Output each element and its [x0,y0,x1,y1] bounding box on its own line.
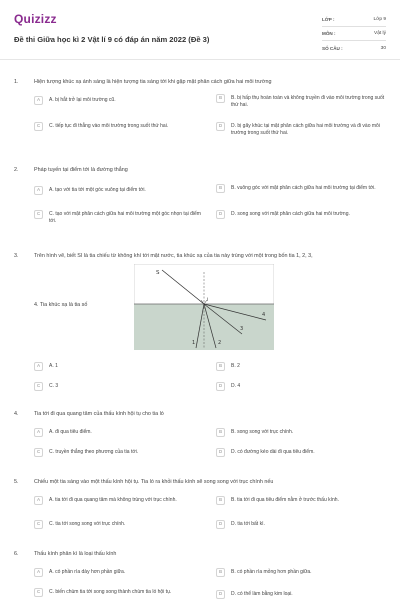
question-number: 1. [14,79,19,85]
option-b[interactable] [216,94,391,108]
option-text: A. có phần rìa dày hơn phần giữa. [49,569,126,575]
option-letter-badge: C [34,210,43,219]
option-d[interactable] [216,448,391,457]
question-text: Thấu kính phân kì là loại thấu kính [34,551,117,557]
question-text: Chiếu một tia sáng vào một thấu kính hội tụ. Tia ló ra khỏi thấu kính sẽ song song với trục chính nếu [34,479,274,485]
option-text: A. bị hắt trở lại môi trường cũ. [49,97,116,103]
option-d[interactable] [216,122,391,136]
option-text: C. tia tới song song với trục chính. [49,521,126,527]
option-text: C. truyền thẳng theo phương của tia tới. [49,449,139,455]
meta-label: MÔN : [322,31,336,36]
option-text: A. tạo với tia tới một góc vuông tại điểm tới. [49,187,146,193]
page-title: Đề thi Giữa học kì 2 Vật lí 9 có đáp án năm 2022 (Đề 3) [14,35,210,44]
option-text: A. 1 [49,363,58,369]
meta-value: 30 [380,45,386,51]
option-letter-badge: D [216,520,225,529]
option-text: C. tạo với mặt phân cách giữa hai môi trường một góc nhọn tại điểm tới. [49,211,201,224]
option-c[interactable] [34,210,204,224]
question-text: Tia tới đi qua quang tâm của thấu kính hội tụ cho tia ló [34,411,164,417]
meta-row-subject [322,27,386,41]
refraction-figure [134,264,274,350]
question-number: 5. [14,479,19,485]
option-text: D. bị gãy khúc tại mặt phân cách giữa hai môi trường và đi vào môi trường trong suốt thứ hai. [231,123,380,136]
option-text: C. tiếp tục đi thẳng vào môi trường trong suốt thứ hai. [49,123,169,129]
question-text: Trên hình vẽ, biết SI là tia chiếu từ không khí tới mặt nước, tia khúc xạ của tia này trùng với một trong bốn tia 1, 2, 3, [34,253,313,259]
label-i: I [207,298,209,303]
meta-row-class [322,13,386,27]
option-letter-badge: B [216,184,225,193]
option-d[interactable] [216,590,391,599]
option-letter-badge: C [34,588,43,597]
option-letter-badge: A [34,96,43,105]
option-text: D. có đường kéo dài đi qua tiêu điểm. [231,449,315,455]
option-text: B. song song với trục chính. [231,429,294,435]
option-text: D. 4 [231,383,241,389]
meta-label: LỚP : [322,17,335,22]
question-6 [14,550,386,600]
question-text-continued: 4. Tia khúc xạ là tia số [34,302,88,308]
option-letter-badge: B [216,496,225,505]
option-letter-badge: D [216,448,225,457]
meta-box [322,13,386,55]
option-letter-badge: C [34,448,43,457]
question-number: 6. [14,551,19,557]
question-3 [14,252,386,396]
option-letter-badge: B [216,94,225,103]
label-ray-4: 4 [262,312,266,318]
meta-label: SỐ CÂU : [322,45,343,51]
question-number: 4. [14,411,19,417]
option-a[interactable] [34,496,204,505]
option-letter-badge: B [216,428,225,437]
option-text: A. tia tới đi qua quang tâm mà không trùng với trục chính. [49,497,177,503]
option-text: B. tia tới đi qua tiêu điểm nằm ở trước thấu kính. [231,497,339,503]
option-a[interactable] [34,428,204,437]
question-5 [14,478,386,538]
option-text: C. 3 [49,383,59,389]
option-text: D. song song với mặt phân cách giữa hai môi trường. [231,211,350,217]
option-c[interactable] [34,448,204,457]
meta-row-count [322,41,386,55]
option-letter-badge: A [34,428,43,437]
label-ray-1: 1 [192,340,196,346]
label-ray-3: 3 [240,326,244,332]
option-letter-badge: C [34,520,43,529]
option-c[interactable] [34,520,204,529]
option-letter-badge: C [34,122,43,131]
option-letter-badge: A [34,568,43,577]
option-b[interactable] [216,362,391,371]
meta-value: Vật lý [374,31,386,36]
option-c[interactable] [34,382,204,391]
question-2 [14,166,386,236]
question-text: Pháp tuyến tại điểm tới là đường thẳng [34,167,128,173]
option-b[interactable] [216,496,391,505]
option-letter-badge: A [34,496,43,505]
option-c[interactable] [34,122,204,131]
option-b[interactable] [216,184,391,193]
option-b[interactable] [216,568,391,577]
option-letter-badge: B [216,362,225,371]
option-letter-badge: D [216,382,225,391]
option-d[interactable] [216,382,391,391]
option-letter-badge: B [216,568,225,577]
option-d[interactable] [216,520,391,529]
option-text: A. đi qua tiêu điểm. [49,429,92,435]
label-ray-2: 2 [218,340,222,346]
option-b[interactable] [216,428,391,437]
option-a[interactable] [34,96,204,105]
option-letter-badge: C [34,382,43,391]
option-a[interactable] [34,186,204,195]
option-d[interactable] [216,210,391,219]
option-text: B. bị hấp thụ hoàn toàn và không truyền đi vào môi trường trong suốt thứ hai. [231,95,385,108]
option-a[interactable] [34,568,204,577]
question-number: 3. [14,253,19,259]
option-letter-badge: D [216,210,225,219]
option-c[interactable] [34,588,204,597]
question-1 [14,78,386,146]
option-text: B. có phần rìa mỏng hơn phần giữa. [231,569,312,575]
option-letter-badge: A [34,186,43,195]
question-number: 2. [14,167,19,173]
option-text: D. tia tới bất kì. [231,521,265,527]
option-letter-badge: A [34,362,43,371]
refraction-diagram [134,264,274,350]
option-text: B. vuông góc với mặt phân cách giữa hai môi trường tại điểm tới. [231,185,376,191]
question-list [0,78,400,600]
option-text: D. có thể làm bằng kim loại. [231,591,293,597]
option-letter-badge: D [216,590,225,599]
option-a[interactable] [34,362,204,371]
option-text: C. biến chùm tia tới song song thành chùm tia ló hội tụ. [49,589,172,595]
label-s: S [156,270,160,276]
option-text: B. 2 [231,363,240,369]
option-letter-badge: D [216,122,225,131]
worksheet-header [0,0,400,60]
quizizz-logo: Quizizz [14,12,57,26]
question-text: Hiện tượng khúc xạ ánh sáng là hiện tượng tia sáng tới khi gặp mặt phân cách giữa hai môi trường [34,79,272,85]
question-4 [14,410,386,464]
meta-value: Lớp 9 [373,17,386,22]
